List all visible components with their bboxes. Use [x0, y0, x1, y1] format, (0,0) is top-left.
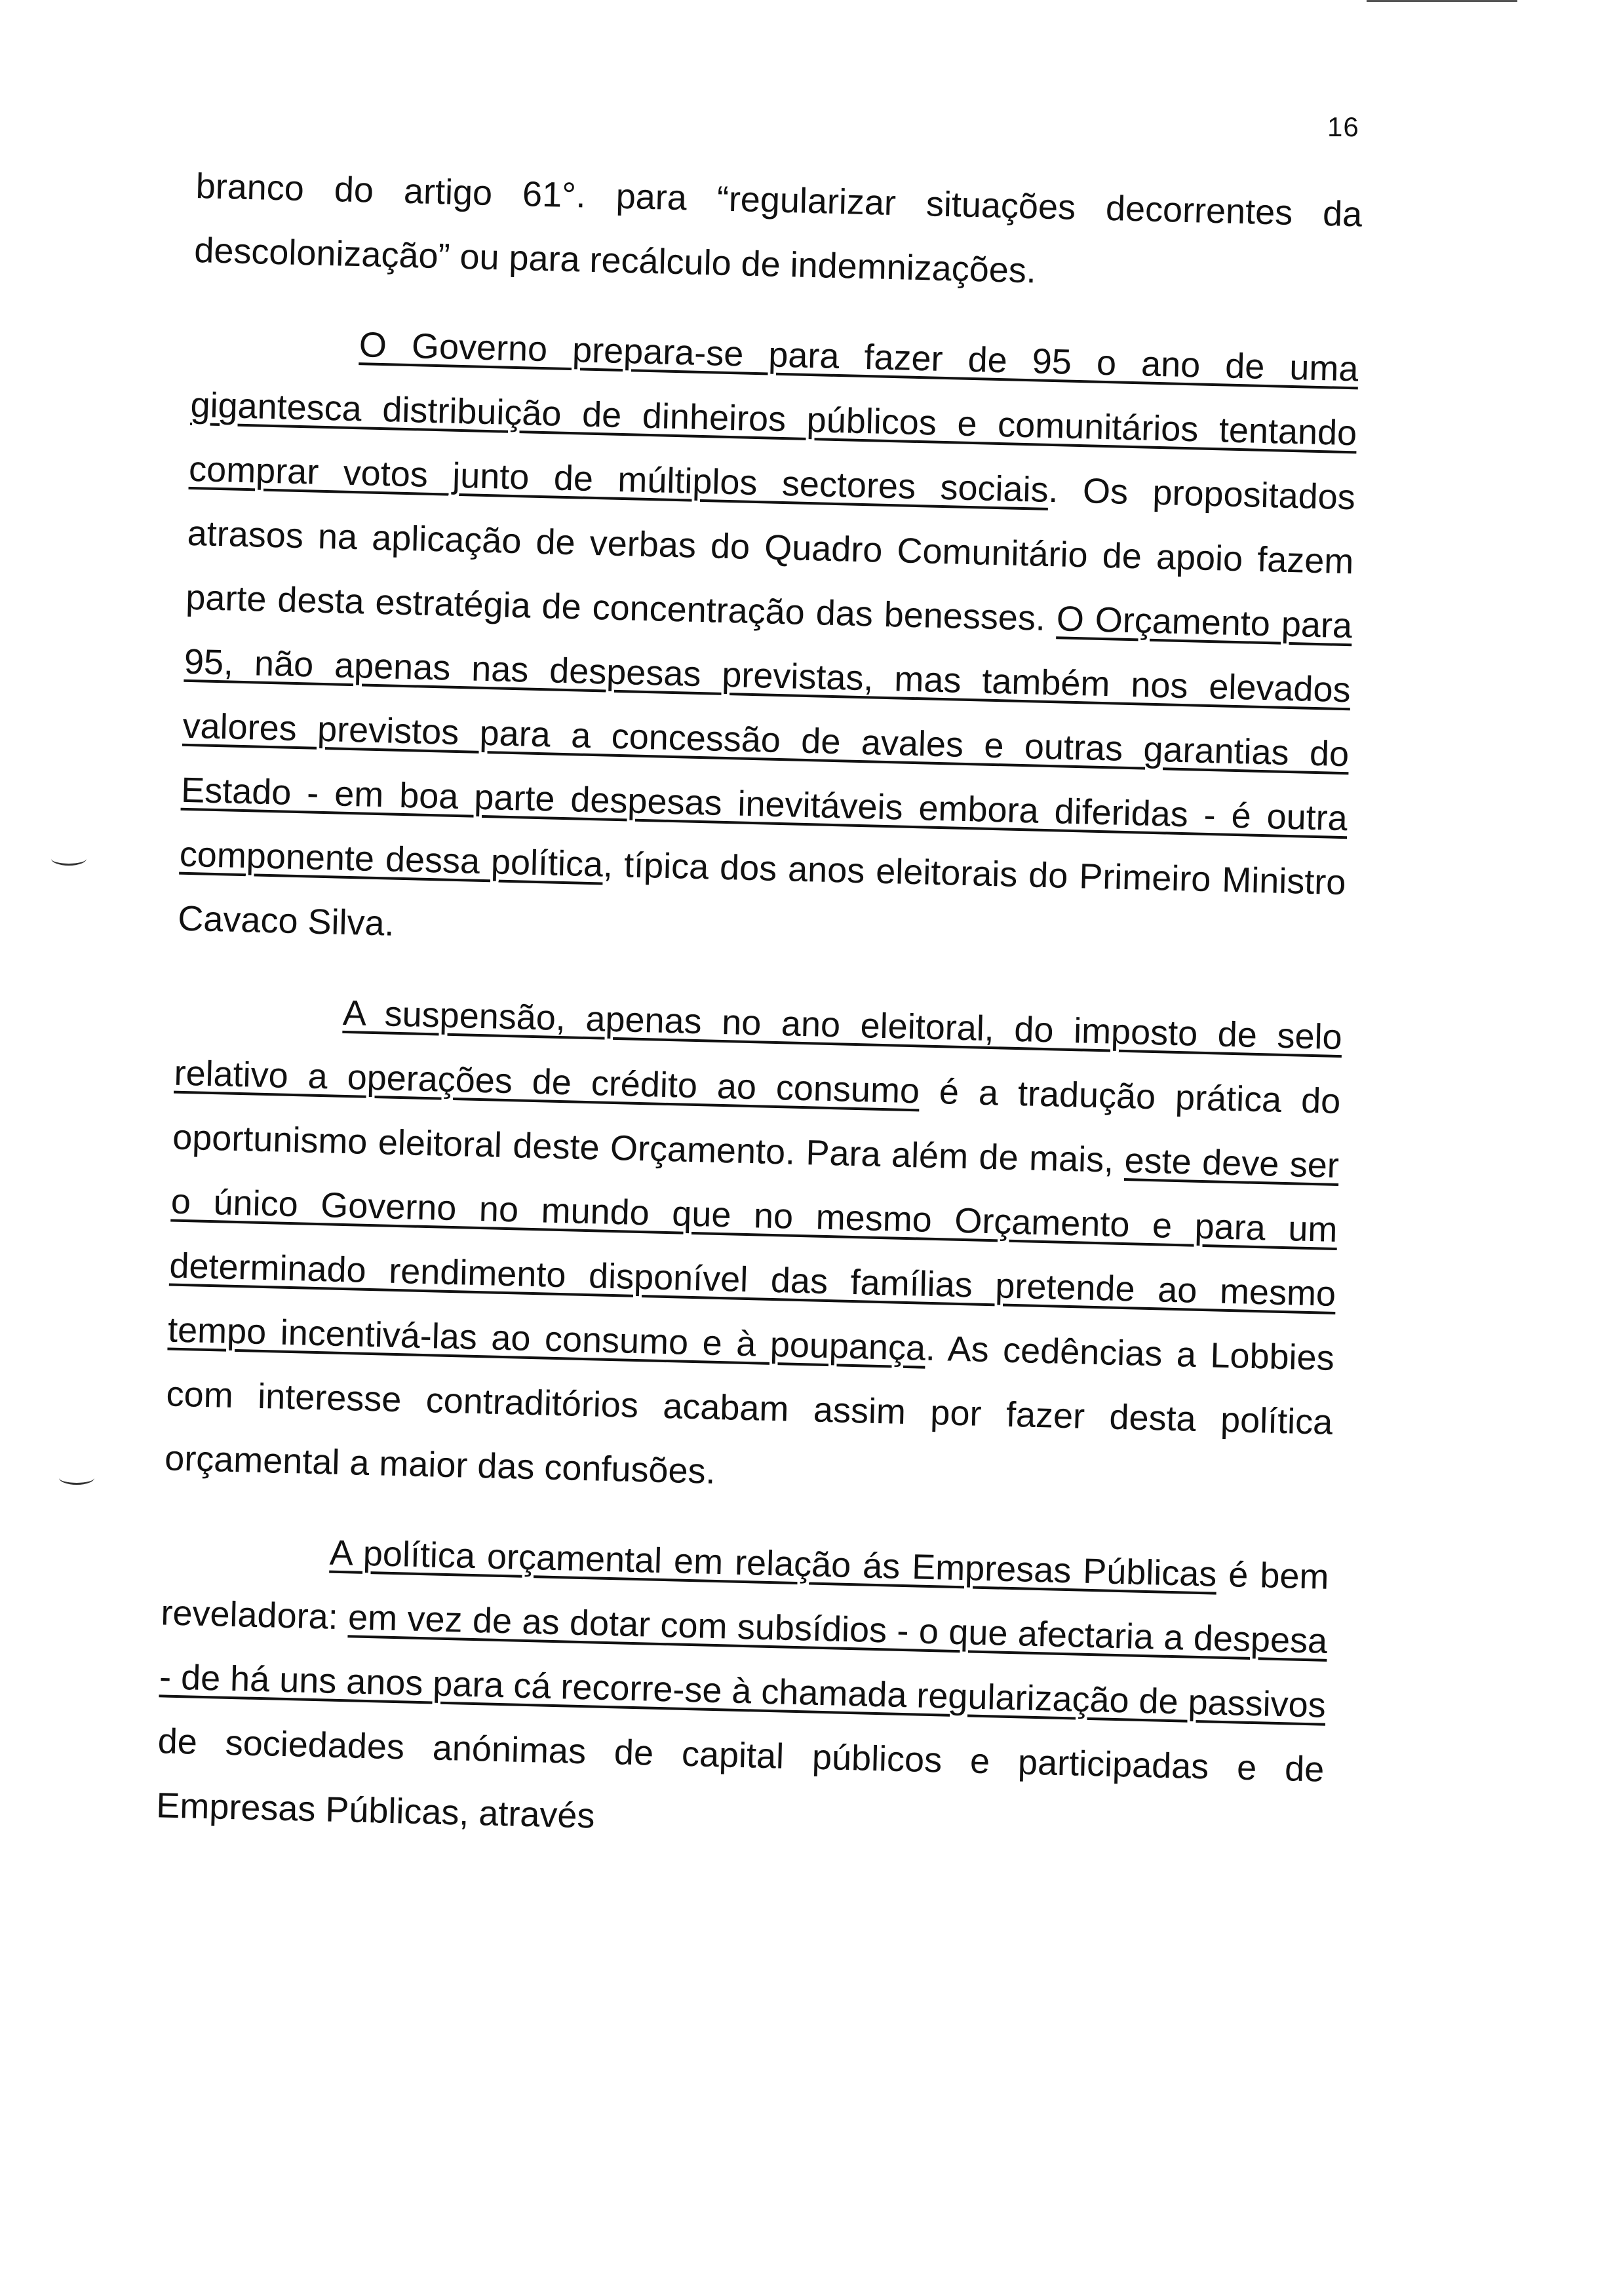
underlined-text: este deve ser o único Governo no mundo que no mesmo Orçamento e para um determinado rendimento disponível das famílias pretende ao mesmo tempo incentivá-las ao consumo e à poupança	[167, 1141, 1340, 1368]
text-segment: . As cedências a Lobbies com interesse contraditórios acabam assim por fazer desta política orçamental a maior das confusões.	[164, 1328, 1335, 1491]
paragraph-4	[155, 1516, 1329, 1866]
margin-pen-mark	[59, 1471, 94, 1485]
underlined-text: em vez de as dotar com subsídios - o que afectaria a despesa - de há uns anos para cá recorre-se à chamada regularização de passivos	[159, 1598, 1328, 1725]
text-segment: . Os propositados atrasos na aplicação de verbas do Quadro Comunitário de apoio fazem parte desta estratégia de concentração das benesses.	[185, 470, 1356, 639]
underlined-text: O Governo prepara-se para fazer de 95 o ano de uma gigantesca distribuição de dinheiros públicos e comunitários tentando comprar votos junto de múltiplos sectores sociais	[188, 325, 1359, 510]
text-segment: branco do artigo 61°. para “regularizar situações decorrentes da descolonização” ou para recálculo de indemnizações.	[193, 166, 1363, 291]
document-body	[155, 154, 1363, 1892]
paragraph-3	[164, 977, 1343, 1519]
paragraph-1	[193, 154, 1363, 311]
text-segment: , típica dos anos eleitorais do Primeiro Ministro Cavaco Silva.	[177, 845, 1347, 944]
underlined-text: A política orçamental em relação ás Empresas Públicas	[329, 1533, 1218, 1594]
underlined-text: O Orçamento para 95, não apenas nas despesas previstas, mas também nos elevados valores previstos para a concessão de avales e outras garantias do Estado - em boa parte despesas inevitáveis embora diferidas - é outra componente dessa política	[179, 599, 1353, 885]
text-segment: é a tradução prática do oportunismo eleitoral deste Orçamento. Para além de mais,	[172, 1071, 1341, 1181]
scan-top-rule	[1367, 0, 1517, 2]
margin-pen-mark	[51, 852, 87, 866]
text-segment: de sociedades anónimas de capital públicos e participadas e de Empresas Públicas, através	[155, 1721, 1325, 1836]
page-number: 16	[1327, 111, 1359, 142]
paragraph-2	[177, 309, 1359, 979]
underlined-text: A suspensão, apenas no ano eleitoral, do imposto de selo relativo a operações de crédito ao consumo	[173, 993, 1343, 1111]
text-segment: é bem reveladora:	[160, 1554, 1330, 1637]
